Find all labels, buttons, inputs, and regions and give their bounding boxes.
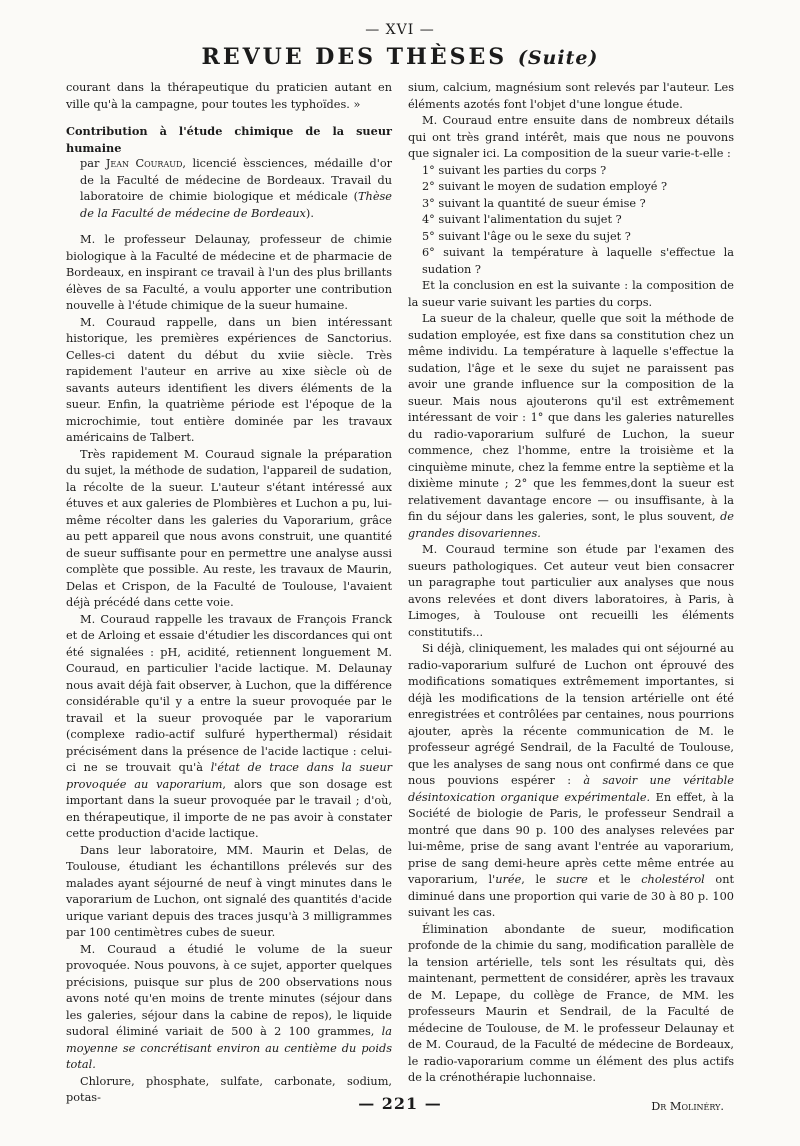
list-item: 4° suivant l'alimentation du sujet ?	[422, 213, 622, 226]
byline-thesis: Thèse de la Faculté de médecine de Bordeaux	[80, 190, 392, 220]
author-name: Jean Couraud	[105, 157, 183, 170]
article-title: Contribution à l'étude chimique de la sueur humaine	[66, 124, 392, 155]
left-p4-text-b: , alors que son dosage est important dans la sueur provoquée par le travail ; d'où, en thérapeutique, il importe de ne pas avoir à constater cette production d'acide lactique.	[66, 777, 392, 840]
right-p6-text-e: ont diminué dans une proportion qui varie de 30 à 80 p. 100 suivant les cas.	[408, 873, 735, 919]
page-number: — 221 —	[358, 1094, 442, 1113]
running-title-text: REVUE DES THÈSES	[201, 44, 508, 70]
running-title	[0, 44, 800, 70]
left-paragraph-6	[66, 942, 392, 1074]
right-paragraph-5: M. Couraud termine son étude par l'examen des sueurs pathologiques. Cet auteur veut bien consacrer un paragraphe tout particulier aux analyses que nous avons relevées et dont divers laboratoires, à Paris, à Limoges, à Toulouse ont recueilli les éléments constitutifs...	[408, 543, 734, 639]
right-p4-text: La sueur de la chaleur, quelle que soit la méthode de sudation employée, est fixe dans sa constitution chez un même individu. La température à laquelle s'effectue la sudation, l'âge et le sexe du sujet ne paraissent pas avoir une grande influence sur la composition de la sueur. Mais nous ajouterons qu'il est extrêmement intéressant de voir : 1° que dans les galeries naturelles du radio-vaporarium sulfuré de Luchon, la sueur commence, chez l'homme, entre la troisième et la cinquième minute, chez la femme entre la septième et la dixième minute ; 2° que les femmes,dont la sueur est relativement davantage encore — ou insuffisante, à la fin du séjour dans les galeries, sont, le plus souvent,	[408, 312, 734, 523]
left-column	[66, 80, 392, 1107]
list-item: 2° suivant le moyen de sudation employé ?	[422, 180, 668, 193]
right-paragraph-7: Élimination abondante de sueur, modification profonde de la chimie du sang, modification parallèle de la tension artérielle, tels sont les résultats qui, dès maintenant, permettent de considérer, après les travaux de M. Lepape, du collège de France, de MM. les professeurs Maurin et Sendrail, de la Faculté de médecine de Toulouse, de M. le professeur Delaunay et de M. Couraud, de la Faculté de médecine de Bordeaux, le radio-vaporarium comme un élément des plus actifs de la crénothérapie luchonnaise.	[408, 922, 734, 1084]
right-paragraph-4	[408, 311, 734, 542]
right-p6-italic-cholesterol: cholestérol	[641, 873, 705, 886]
left-paragraph-4	[66, 612, 392, 843]
list-item: 1° suivant les parties du corps ?	[422, 163, 607, 177]
right-p4-italic: de grandes disovariennes.	[408, 510, 734, 540]
right-p6-italic: à savoir une véritable désintoxication organique expérimentale.	[408, 774, 734, 804]
signature: Dr Molinéry.	[651, 1099, 724, 1113]
article-byline	[66, 156, 392, 222]
intro-paragraph: courant dans la thérapeutique du praticien autant en ville qu'à la campagne, pour toutes les typhoïdes. »	[66, 81, 392, 111]
left-p6-text-a: M. Couraud a étudié le volume de la sueur provoquée. Nous pouvons, à ce sujet, apporter quelques précisions, puisque sur plus de 200 observations nous avons noté qu'en moins de trente minutes (séjour dans les galeries, séjour dans la cabine de repos), le liquide sudoral éliminé variait de 500 à 2 100 grammes,	[66, 942, 392, 1038]
right-p6-text-a: Si déjà, cliniquement, les malades qui ont séjourné au radio-vaporarium sulfuré de Luchon ont éprouvé des modifications somatiques extrêmement importantes, si déjà les modifications de la tension artérielle ont été enregistrées et contrôlées par centaines, nous pourrions ajouter, après la récente communication de M. le professeur agrégé Sendrail, de la Faculté de Toulouse, que les analyses de sang nous ont confirmé dans ce que nous pouvions espérer :	[408, 642, 734, 787]
question-list	[408, 163, 734, 279]
byline-rest: , licencié èssciences, médaille d'or de la Faculté de médecine de Bordeaux. Travail du laboratoire de chimie biologique et médicale (	[80, 157, 393, 203]
left-paragraph-5: Dans leur laboratoire, MM. Maurin et Delas, de Toulouse, étudiant les échantillons prélevés sur des malades ayant séjourné de neuf à vingt minutes dans le vaporarium de Luchon, ont signalé des quantités d'acide urique variant depuis des traces jusqu'à 3 milligrammes par 100 centimètres cubes de sueur.	[66, 843, 392, 939]
right-paragraph-3: Et la conclusion en est la suivante : la composition de la sueur varie suivant les parties du corps.	[408, 279, 734, 309]
left-p4-italic: l'état de trace dans la sueur provoquée au vaporarium	[66, 761, 392, 791]
byline-prefix: par	[80, 157, 100, 170]
right-column	[408, 80, 734, 1115]
running-title-suite: (Suite)	[517, 47, 599, 69]
right-p6-italic-uree: urée	[495, 873, 522, 886]
right-p6-text-d: et le	[587, 873, 642, 886]
list-item: 6° suivant la température à laquelle s'effectue la sudation ?	[422, 246, 734, 276]
right-p6-text-c: , le	[521, 873, 557, 886]
left-paragraph-2: M. Couraud rappelle, dans un bien intéressant historique, les premières expériences de Sanctorius. Celles-ci datent du début du xviie siècle. Très rapidement l'auteur en arrive au xixe siècle où de savants auteurs identifient les divers éléments de la sueur. Enfin, la quatrième période est l'époque de la microchimie, tout entière dominée par les travaux américains de Talbert.	[66, 315, 392, 444]
list-item: 3° suivant la quantité de sueur émise ?	[422, 196, 646, 210]
right-p6-text-b: En effet, à la Société de biologie de Paris, le professeur Sendrail a montré que dans 90 p. 100 des analyses relevées par lui-même, prise de sang avant l'entrée au vaporarium, prise de sang demi-heure après cette même entrée au vaporarium, l'	[408, 790, 734, 886]
right-paragraph-1: sium, calcium, magnésium sont relevés par l'auteur. Les éléments azotés font l'objet d'une longue étude.	[408, 81, 734, 111]
left-paragraph-7: Chlorure, phosphate, sulfate, carbonate, sodium, potas-	[66, 1074, 392, 1104]
right-paragraph-6	[408, 641, 734, 922]
left-p4-text-a: M. Couraud rappelle les travaux de François Franck et de Arloing et essaie d'étudier les discordances qui ont été signalées : pH, acidité, retiennent longuement M. Couraud, en particulier l'acide lactique. M. Delaunay nous avait déjà fait observer, à Luchon, que la différence considérable qu'il y a entre la sueur provoquée par le travail et la sueur provoquée par le vaporarium (complexe radio-actif sulfuré hyperthermal) résidait précisément dans la présence de l'acide lactique : celui-ci ne se trouvait qu'à	[66, 612, 392, 774]
left-paragraph-1: M. le professeur Delaunay, professeur de chimie biologique à la Faculté de médecine et de pharmacie de Bordeaux, en inspirant ce travail à l'un des plus brillants élèves de sa Faculté, a voulu apporter une contribution nouvelle à l'étude chimique de la sueur humaine.	[66, 233, 392, 312]
page-folio: — XVI —	[365, 22, 435, 38]
left-p6-italic: la moyenne se concrétisant environ au centième du poids total.	[66, 1025, 392, 1071]
left-paragraph-3: Très rapidement M. Couraud signale la préparation du sujet, la méthode de sudation, l'appareil de sudation, la récolte de la sueur. L'auteur s'étant intéressé aux étuves et aux galeries de Plombières et Luchon a pu, lui-même récolter dans les galeries du Vaporarium, grâce au pett appareil que nous avons construit, une quantité de sueur suffisante pour en permettre une analyse aussi complète que possible. Au reste, les travaux de Maurin, Delas et Crispon, de la Faculté de Toulouse, l'avaient déjà précédé dans cette voie.	[66, 447, 392, 609]
right-paragraph-2: M. Couraud entre ensuite dans de nombreux détails qui ont très grand intérêt, mais que nous ne pouvons que signaler ici. La composition de la sueur varie-t-elle :	[408, 114, 734, 160]
right-p6-italic-sucre: sucre	[556, 873, 588, 886]
list-item: 5° suivant l'âge ou le sexe du sujet ?	[422, 229, 631, 243]
byline-close: ).	[305, 206, 314, 220]
